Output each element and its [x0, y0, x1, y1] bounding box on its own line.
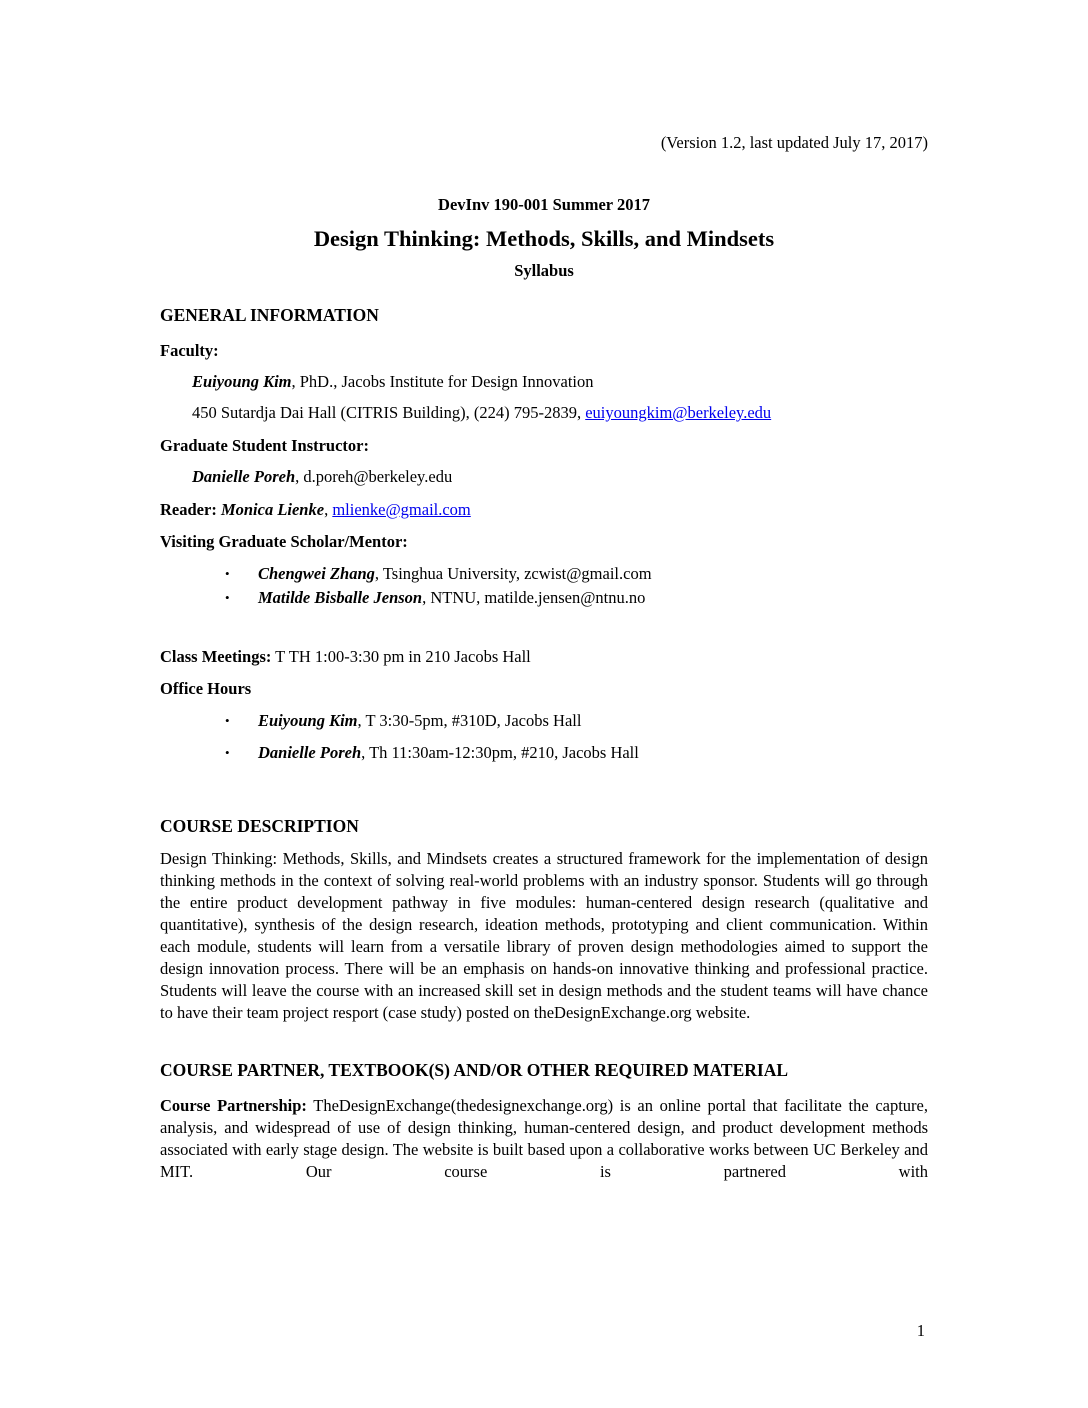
section-heading-general-information: GENERAL INFORMATION [160, 305, 379, 325]
course-code: DevInv 190-001 Summer 2017 [438, 195, 650, 214]
course-description-paragraph: Design Thinking: Methods, Skills, and Mindsets creates a structured framework for the implementation of design thinking methods in the context of solving real-world problems with an industry sponsor. Students will go through the entire product development pathway in five modules: human-centered design research (qualitative and quantitative), synthesis of the design research, ideation methods, prototyping and client communication. Within each module, students will learn from a versatile library of proven design methodologies aimed to support the design innovation process. There will be an emphasis on hands-on innovative thinking and professional practice. Students will leave the course with an increased skill set in design methods and the student teams will have chance to have their team project resport (case study) posted on theDesignExchange.org website. [160, 849, 928, 1022]
faculty-line [160, 371, 928, 393]
visitor-details: , NTNU, matilde.jensen@ntnu.no [422, 588, 646, 607]
list-item [160, 710, 928, 732]
class-meetings-value: T TH 1:00-3:30 pm in 210 Jacobs Hall [271, 647, 531, 666]
section-heading-course-partner: COURSE PARTNER, TEXTBOOK(S) AND/OR OTHER REQUIRED MATERIAL [160, 1060, 789, 1080]
bullet-icon: • [225, 713, 230, 728]
gsi-email-text: , d.poreh@berkeley.edu [295, 467, 453, 486]
class-meetings-line [160, 646, 928, 668]
gsi-line [160, 466, 928, 488]
course-partnership-text: TheDesignExchange(thedesignexchange.org) is an online portal that facilitate the capture, analysis, and widespread of use of design thinking, human-centered design, and product development methods associated with early stage design. The website is built based upon a collaborative works between UC Berkeley and MIT. Our course is partnered with [160, 1096, 928, 1181]
section-heading-course-description: COURSE DESCRIPTION [160, 816, 359, 836]
faculty-email-link[interactable]: euiyoungkim@berkeley.edu [585, 403, 772, 422]
class-meetings-label: Class Meetings: [160, 647, 272, 666]
bullet-icon: • [225, 590, 230, 605]
visitor-details: , Tsinghua University, zcwist@gmail.com [374, 564, 652, 583]
reader-label: Reader: [160, 500, 221, 519]
office-hours-details: , Th 11:30am-12:30pm, #210, Jacobs Hall [361, 743, 639, 762]
office-hours-label: Office Hours [160, 679, 252, 698]
office-hours-entry [258, 742, 639, 764]
version-note: (Version 1.2, last updated July 17, 2017) [660, 133, 928, 152]
faculty-label: Faculty: [160, 341, 219, 360]
list-item [160, 586, 928, 610]
faculty-contact-line [160, 402, 928, 424]
office-hours-name: Euiyoung Kim [258, 711, 358, 730]
reader-name: Monica Lienke [220, 500, 325, 519]
visiting-scholar-list [160, 562, 928, 610]
reader-line [160, 499, 928, 521]
document-title: Design Thinking: Methods, Skills, and Mindsets [313, 226, 775, 251]
visitor-name: Matilde Bisballe Jenson [258, 588, 423, 607]
page-number: 1 [916, 1321, 925, 1340]
faculty-name: Euiyoung Kim [192, 372, 292, 391]
visitor-entry [258, 586, 645, 610]
visitor-entry [258, 562, 652, 586]
gsi-label: Graduate Student Instructor: [160, 436, 369, 455]
office-hours-details: , T 3:30-5pm, #310D, Jacobs Hall [357, 711, 582, 730]
office-hours-list [160, 710, 928, 764]
bullet-icon: • [225, 745, 230, 760]
gsi-name: Danielle Poreh [192, 467, 296, 486]
visiting-scholar-label: Visiting Graduate Scholar/Mentor: [160, 532, 408, 551]
list-item [160, 742, 928, 764]
course-partnership-paragraph [160, 1095, 928, 1183]
document-subtitle: Syllabus [514, 261, 574, 280]
office-hours-name: Danielle Poreh [258, 743, 362, 762]
list-item [160, 562, 928, 586]
bullet-icon: • [225, 566, 230, 581]
faculty-address-text: 450 Sutardja Dai Hall (CITRIS Building), (224) 795-2839, [192, 403, 586, 422]
reader-email-link[interactable]: mlienke@gmail.com [332, 500, 471, 519]
office-hours-entry [258, 710, 581, 732]
visitor-name: Chengwei Zhang [258, 564, 375, 583]
course-partnership-label: Course Partnership: [160, 1096, 307, 1115]
reader-separator: , [324, 500, 333, 519]
faculty-title-text: , PhD., Jacobs Institute for Design Innovation [291, 372, 594, 391]
